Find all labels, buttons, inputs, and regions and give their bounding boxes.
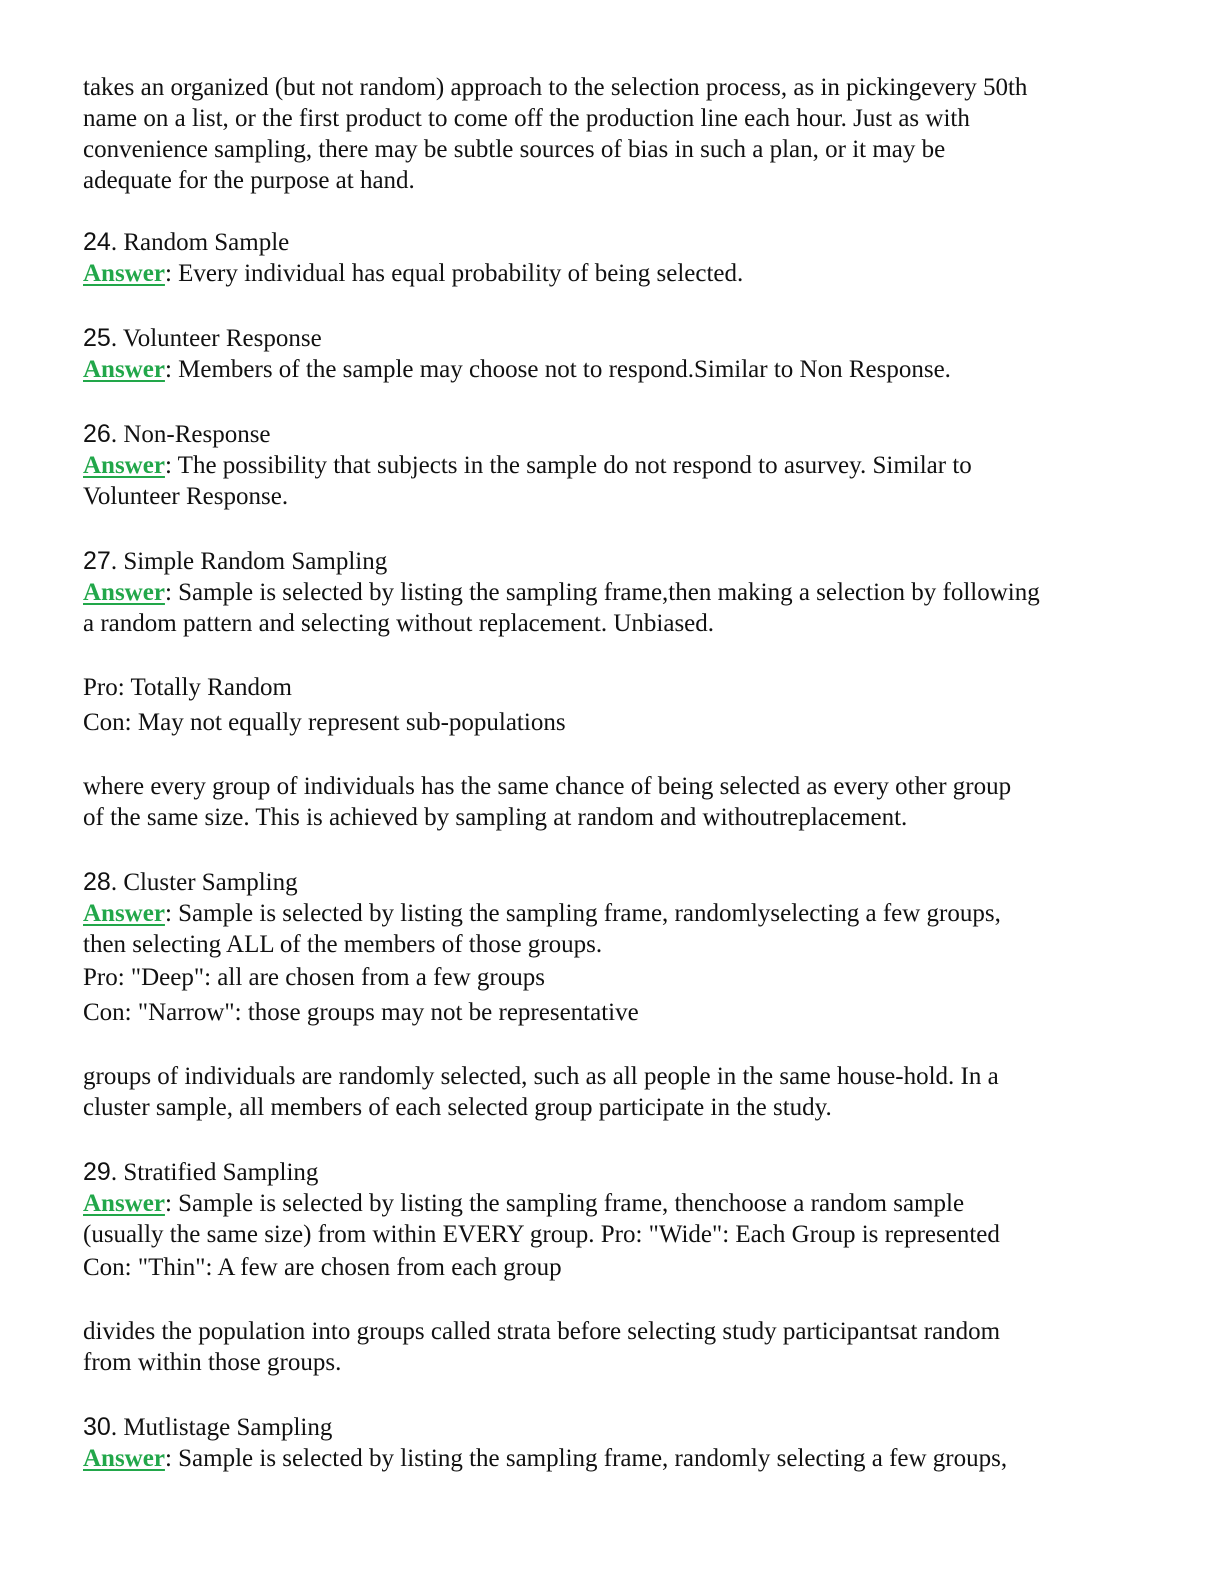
question-title: 25. Volunteer Response	[83, 324, 322, 352]
question-number: 25	[83, 324, 111, 352]
question-term: Stratified Sampling	[123, 1159, 319, 1186]
answer-text-continued: a random pattern and selecting without replacement. Unbiased.	[83, 610, 715, 637]
question-25	[83, 323, 1143, 385]
explanation-line: groups of individuals are randomly selected, such as all people in the same house-hold. In a	[83, 1063, 999, 1090]
intro-paragraph	[83, 72, 1143, 196]
answer-text: : Sample is selected by listing the sampling frame, thenchoose a random sample	[164, 1190, 965, 1217]
intro-line: convenience sampling, there may be subtle sources of bias in such a plan, or it may be	[83, 136, 946, 163]
question-27	[83, 546, 1143, 833]
answer-link[interactable]: Answer	[83, 579, 165, 606]
answer-line	[83, 1188, 1143, 1219]
question-number: 27	[83, 547, 111, 575]
intro-line: takes an organized (but not random) approach to the selection process, as in pickingevery 50th	[83, 74, 1028, 101]
question-title: 24. Random Sample	[83, 228, 290, 256]
question-number: 29	[83, 1158, 111, 1186]
question-number: 26	[83, 420, 111, 448]
answer-line	[83, 577, 1143, 608]
question-term: Volunteer Response	[122, 325, 322, 352]
answer-link[interactable]: Answer	[83, 900, 165, 927]
answer-text: : Sample is selected by listing the sampling frame,then making a selection by following	[164, 579, 1040, 606]
answer-line	[83, 354, 1143, 385]
question-term: Non-Response	[123, 421, 271, 448]
question-26	[83, 419, 1143, 512]
answer-text-continued: Volunteer Response.	[83, 483, 289, 510]
explanation-line: of the same size. This is achieved by sampling at random and withoutreplacement.	[83, 804, 908, 831]
con-line: Con: May not equally represent sub-populations	[83, 709, 566, 736]
question-30	[83, 1412, 1143, 1474]
explanation-line: divides the population into groups called strata before selecting study participantsat random	[83, 1318, 1001, 1345]
answer-link[interactable]: Answer	[83, 1190, 165, 1217]
answer-text: : Sample is selected by listing the sampling frame, randomly selecting a few groups,	[164, 1445, 1008, 1472]
question-number: 30	[83, 1413, 111, 1441]
answer-link[interactable]: Answer	[83, 452, 165, 479]
explanation-line: from within those groups.	[83, 1349, 342, 1376]
question-title: 30. Mutlistage Sampling	[83, 1413, 333, 1441]
answer-line	[83, 898, 1143, 929]
answer-link[interactable]: Answer	[83, 260, 165, 287]
question-title: 29. Stratified Sampling	[83, 1158, 319, 1186]
answer-text: : Sample is selected by listing the sampling frame, randomlyselecting a few groups,	[164, 900, 1001, 927]
question-24	[83, 227, 1143, 289]
answer-text: : Every individual has equal probability of being selected.	[164, 260, 744, 287]
answer-line	[83, 450, 1143, 481]
question-title: 26. Non-Response	[83, 420, 271, 448]
question-term: Simple Random Sampling	[123, 548, 388, 575]
answer-link[interactable]: Answer	[83, 356, 165, 383]
question-title: 27. Simple Random Sampling	[83, 547, 388, 575]
answer-text: : Members of the sample may choose not to respond.Similar to Non Response.	[164, 356, 951, 383]
question-28	[83, 867, 1143, 1123]
question-29	[83, 1157, 1143, 1378]
answer-text: : The possibility that subjects in the sample do not respond to asurvey. Similar to	[164, 452, 972, 479]
intro-line: adequate for the purpose at hand.	[83, 167, 415, 194]
question-title: 28. Cluster Sampling	[83, 868, 298, 896]
answer-text-continued: (usually the same size) from within EVERY group. Pro: "Wide": Each Group is represented	[83, 1221, 1000, 1248]
question-number: 28	[83, 868, 111, 896]
question-term: Cluster Sampling	[123, 869, 298, 896]
question-term: Random Sample	[123, 229, 290, 256]
answer-text-continued: Con: "Thin": A few are chosen from each group	[83, 1254, 562, 1281]
pro-line: Pro: Totally Random	[83, 674, 292, 701]
pro-line: Pro: "Deep": all are chosen from a few groups	[83, 964, 545, 991]
answer-line	[83, 1443, 1143, 1474]
answer-line	[83, 258, 1143, 289]
question-number: 24	[83, 228, 111, 256]
intro-line: name on a list, or the first product to come off the production line each hour. Just as with	[83, 105, 970, 132]
con-line: Con: "Narrow": those groups may not be representative	[83, 999, 639, 1026]
question-term: Mutlistage Sampling	[123, 1414, 333, 1441]
explanation-line: where every group of individuals has the same chance of being selected as every other group	[83, 773, 1012, 800]
answer-text-continued: then selecting ALL of the members of those groups.	[83, 931, 603, 958]
answer-link[interactable]: Answer	[83, 1445, 165, 1472]
document-page	[83, 72, 1143, 1474]
explanation-line: cluster sample, all members of each selected group participate in the study.	[83, 1094, 832, 1121]
